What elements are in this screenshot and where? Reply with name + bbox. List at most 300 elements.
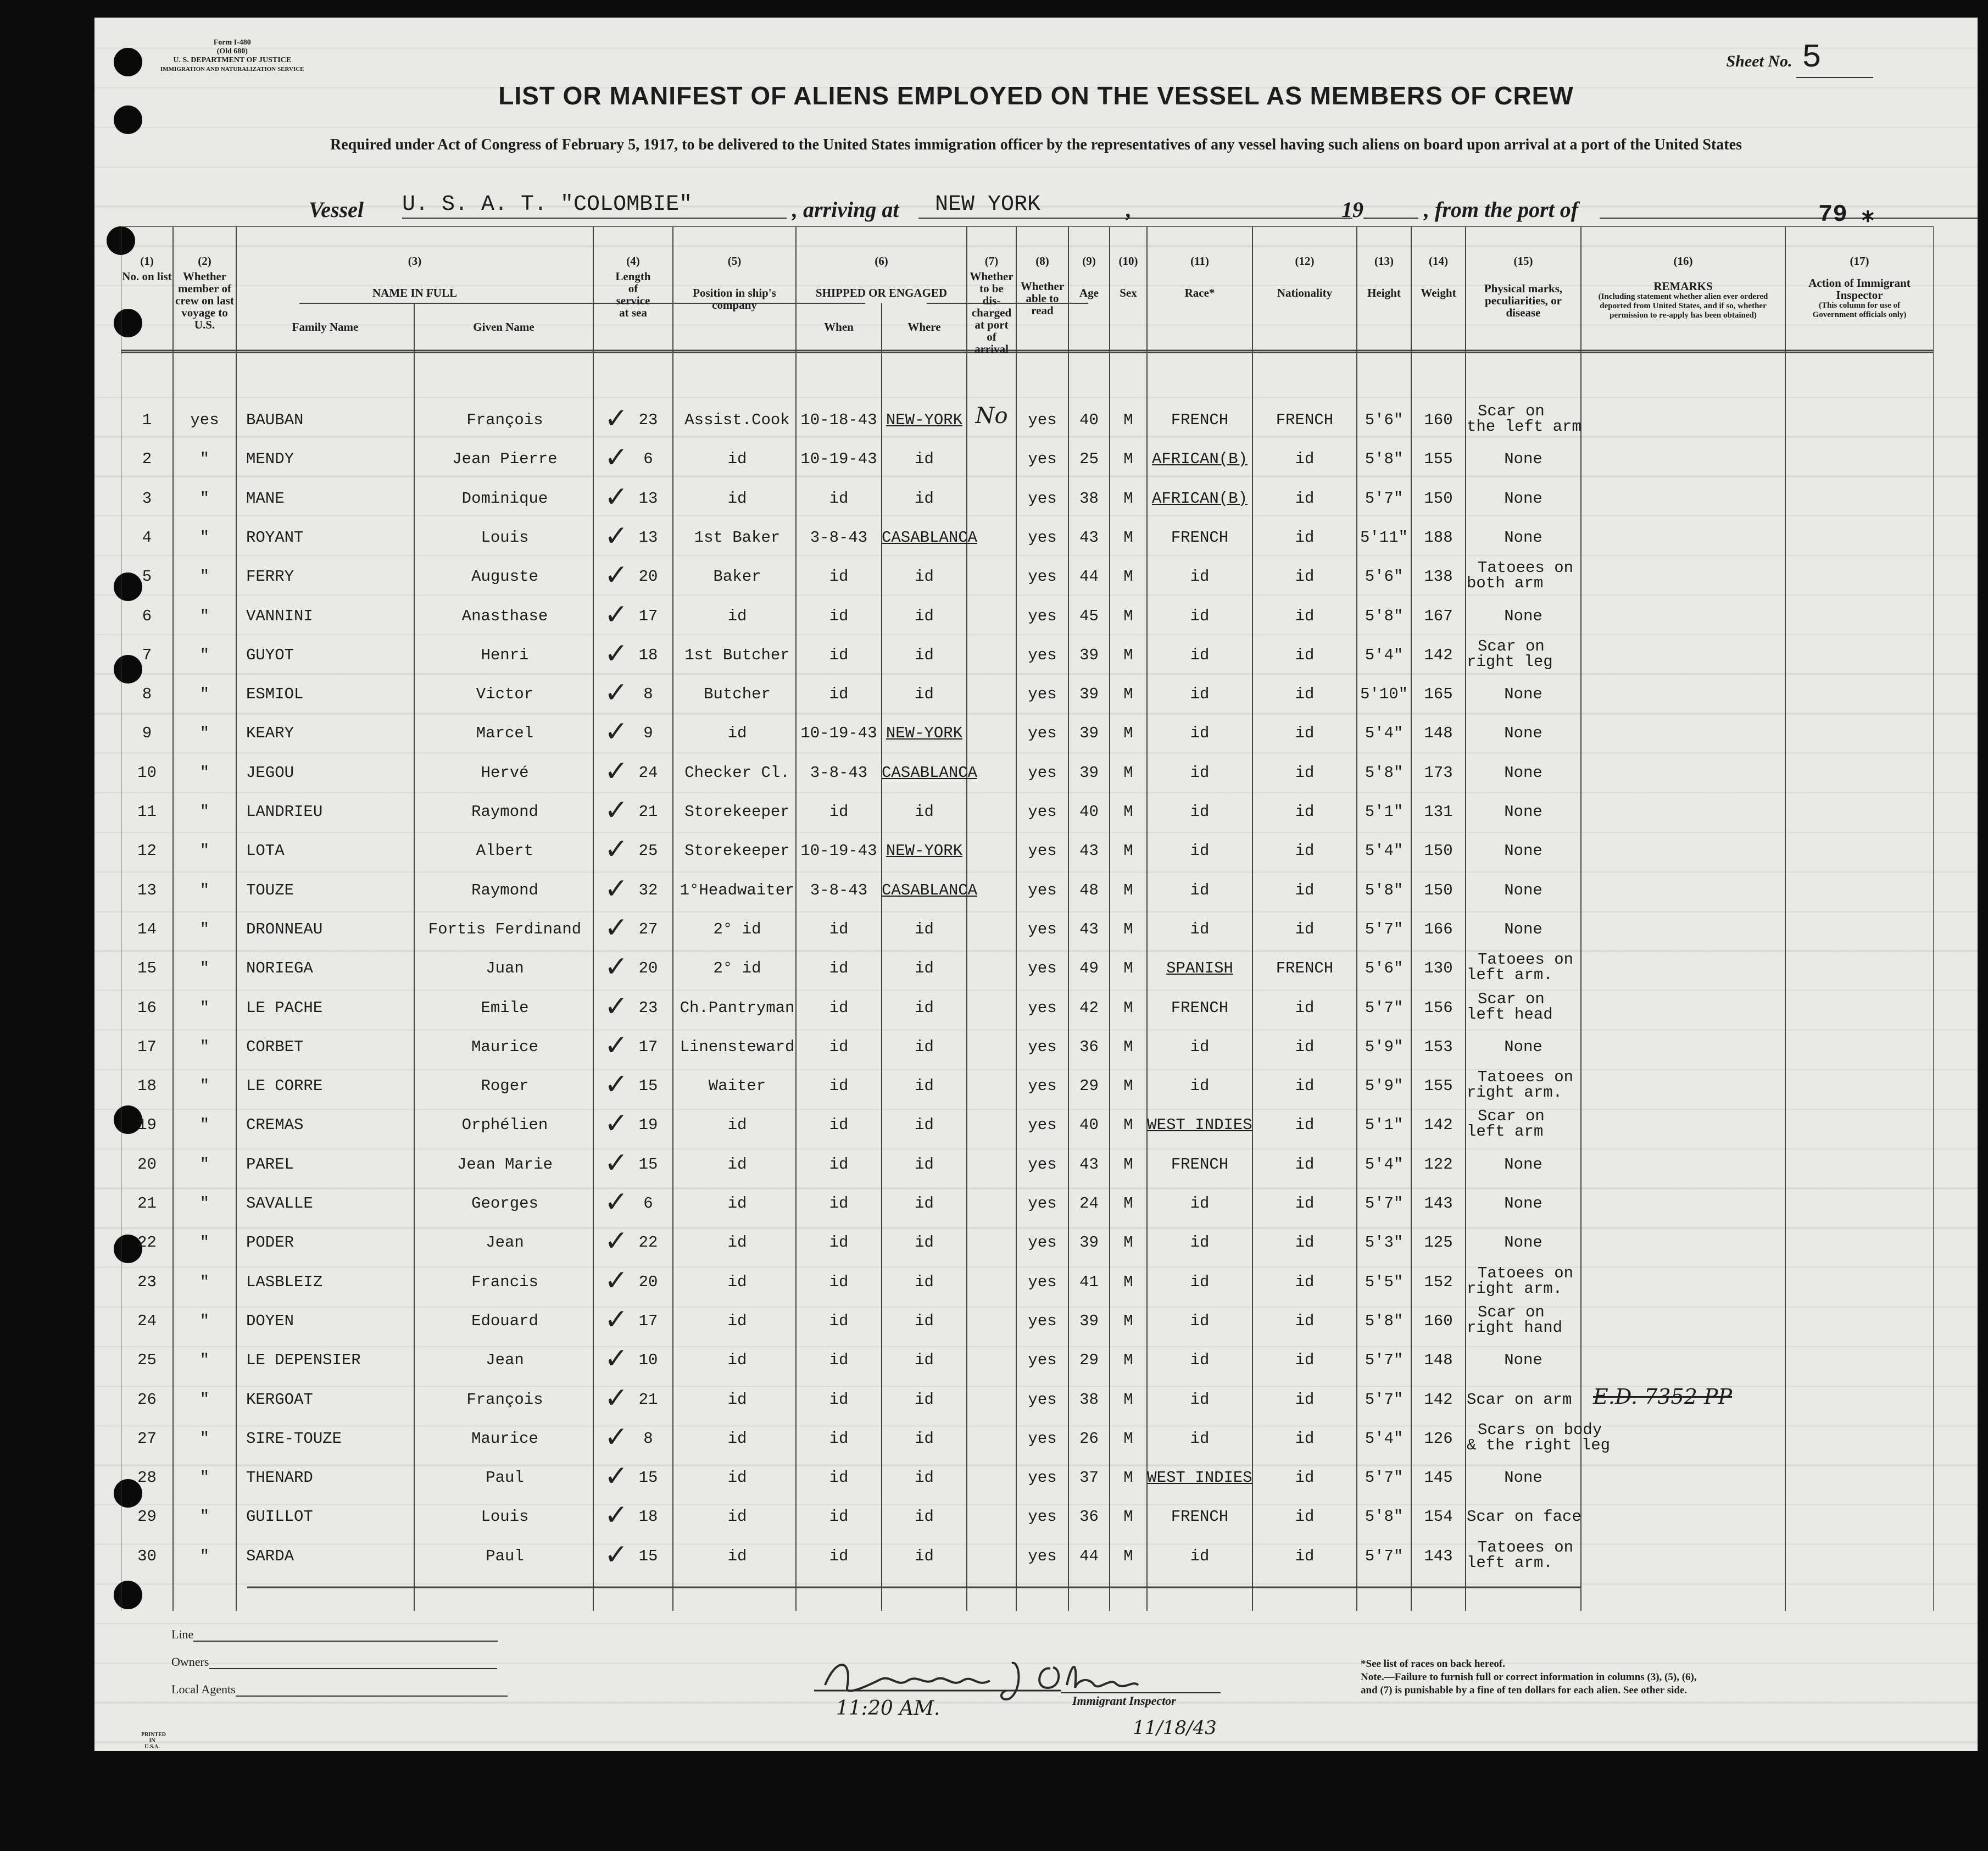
col-number: (14) [1429,254,1448,268]
sex-cell: M [1123,724,1133,743]
physical-marks-cell: the left arm [1467,418,1582,436]
service-length-cell: 20 [638,959,658,978]
able-to-read-cell: yes [1028,450,1057,469]
family-name-cell: PAREL [246,1155,294,1174]
able-to-read-cell: yes [1028,607,1057,625]
shipped-when-cell: id [829,1390,849,1409]
physical-marks-cell: None [1504,1194,1542,1213]
race-cell: id [1190,842,1210,860]
able-to-read-cell: yes [1028,1194,1057,1213]
manifest-sheet [94,18,1978,1751]
weight-cell: 165 [1424,685,1453,704]
height-cell: 5'4" [1365,1155,1404,1174]
check-mark-icon: ✓ [604,441,628,475]
shipped-where-cell: id [915,959,934,978]
family-name-cell: LASBLEIZ [246,1272,323,1291]
col-header-6 [796,255,967,299]
height-cell: 5'8" [1365,1508,1404,1526]
sex-cell: M [1123,450,1133,469]
service-length-cell: 17 [638,1037,658,1056]
col-label: Length of service at sea [615,270,651,319]
nationality-cell: id [1295,1547,1315,1565]
age-cell: 41 [1079,1272,1099,1291]
physical-marks-cell: both arm [1467,574,1544,593]
shipped-when-header: When [824,320,854,333]
col-number: (4) [626,254,640,268]
race-cell: WEST INDIES [1147,1469,1252,1487]
height-cell: 5'8" [1365,607,1404,625]
given-name-cell: Raymond [471,803,538,821]
col-header-12 [1252,255,1357,299]
sex-cell: M [1123,1351,1133,1370]
last-voyage-cell: " [199,568,210,586]
physical-marks-cell: left arm. [1467,966,1553,985]
row-number: 7 [142,646,152,664]
given-name-cell: Maurice [471,1037,538,1056]
local-agents-field [171,1682,508,1697]
physical-marks-cell: None [1504,842,1542,860]
shipped-when-cell: id [829,568,849,586]
given-name-cell: Orphélien [461,1116,548,1135]
col-header-2 [173,255,236,331]
row-number: 19 [137,1116,157,1135]
race-cell: AFRICAN(B) [1151,450,1248,469]
physical-marks-cell: None [1504,1233,1542,1252]
race-cell: id [1190,763,1210,782]
row-number: 29 [137,1508,157,1526]
service-length-cell: 15 [638,1077,658,1096]
race-cell: id [1190,1547,1210,1565]
shipped-when-cell: id [829,803,849,821]
height-cell: 5'5" [1365,1272,1404,1291]
position-cell: 1°Headwaiter [680,881,795,899]
shipped-when-cell: id [829,1469,849,1487]
form-number: Form I-480 [213,38,251,47]
physical-marks-cell: & the right leg [1467,1436,1611,1454]
shipped-when-cell: id [829,1508,849,1526]
check-mark-icon: ✓ [604,1303,628,1336]
last-voyage-cell: " [199,1037,210,1056]
shipped-where-cell: id [915,1077,934,1096]
row-number: 27 [137,1429,157,1448]
service-length-cell: 20 [638,1272,658,1291]
weight-cell: 142 [1424,646,1453,664]
last-voyage-cell: " [199,1390,210,1409]
check-mark-icon: ✓ [604,1225,628,1258]
able-to-read-cell: yes [1028,763,1057,782]
row-number: 24 [137,1311,157,1330]
punch-hole [114,48,142,76]
row-number: 14 [137,920,157,938]
col-label: Whether member of crew on last voyage to U.S. [175,270,234,331]
col-header-4 [593,255,673,319]
position-cell: id [727,450,747,469]
row-number: 17 [137,1037,157,1056]
height-cell: 5'4" [1365,842,1404,860]
service-length-cell: 15 [638,1469,658,1487]
col-header-1 [121,255,173,282]
able-to-read-cell: yes [1028,1390,1057,1409]
row-number: 5 [142,568,152,586]
race-cell: id [1190,607,1210,625]
position-cell: id [727,1194,747,1213]
service-length-cell: 13 [638,489,658,508]
family-name-cell: LE CORRE [246,1077,323,1096]
able-to-read-cell: yes [1028,685,1057,704]
check-mark-icon: ✓ [604,794,628,827]
able-to-read-cell: yes [1028,1272,1057,1291]
weight-cell: 148 [1424,724,1453,743]
row-number: 2 [142,450,152,469]
remarks-cell: E.D. 7352 PP [1593,1384,1733,1409]
service-length-cell: 25 [638,842,658,860]
physical-marks-cell: Scar on [1478,990,1545,1008]
service-length-cell: 18 [638,646,658,664]
physical-marks-cell: None [1504,763,1542,782]
col-label: Whether able to read [1020,280,1065,317]
given-name-cell: Jean [486,1351,524,1370]
family-name-cell: LANDRIEU [246,803,323,821]
nationality-cell: id [1295,1429,1315,1448]
physical-marks-cell: Tatoees on [1478,559,1574,577]
nationality-cell: id [1295,803,1315,821]
family-name-cell: GUILLOT [246,1508,313,1526]
shipped-where-cell: id [915,1155,934,1174]
shipped-when-cell: id [829,1351,849,1370]
last-voyage-cell: " [199,1116,210,1135]
age-cell: 48 [1079,881,1099,899]
col-header-3 [236,255,593,299]
physical-marks-cell: right hand [1467,1318,1563,1337]
given-name-cell: Dominique [461,489,548,508]
shipped-where-cell: id [915,646,934,664]
physical-marks-cell: None [1504,920,1542,938]
sex-cell: M [1123,920,1133,938]
physical-marks-cell: None [1504,528,1542,547]
family-name-cell: LE DEPENSIER [246,1351,361,1370]
last-voyage-cell: " [199,450,210,469]
weight-cell: 166 [1424,920,1453,938]
weight-cell: 130 [1424,959,1453,978]
race-cell: WEST INDIES [1147,1116,1252,1135]
physical-marks-cell: Scar on [1478,637,1545,655]
family-name-cell: LE PACHE [246,998,323,1017]
service-length-cell: 13 [638,528,658,547]
nationality-cell: id [1295,528,1315,547]
family-name-cell: LOTA [246,842,285,860]
physical-marks-cell: Tatoees on [1478,1264,1574,1282]
weight-cell: 143 [1424,1547,1453,1565]
sheet-number-label: Sheet No. [1726,52,1792,70]
family-name-cell: BAUBAN [246,411,304,429]
check-mark-icon: ✓ [604,559,628,592]
given-name-cell: Maurice [471,1429,538,1448]
sex-cell: M [1123,489,1133,508]
row-number: 10 [137,763,157,782]
last-voyage-cell: " [199,1469,210,1487]
position-cell: 1st Butcher [684,646,790,664]
given-name-cell: François [466,411,543,429]
race-cell: id [1190,1390,1210,1409]
weight-cell: 153 [1424,1037,1453,1056]
check-mark-icon: ✓ [604,1146,628,1180]
position-cell: Waiter [708,1077,766,1096]
able-to-read-cell: yes [1028,803,1057,821]
weight-cell: 160 [1424,1311,1453,1330]
height-cell: 5'9" [1365,1077,1404,1096]
physical-marks-cell: None [1504,607,1542,625]
race-cell: FRENCH [1171,998,1229,1017]
shipped-when-cell: id [829,607,849,625]
physical-marks-cell: Scar on [1478,1303,1545,1321]
weight-cell: 155 [1424,450,1453,469]
nationality-cell: id [1295,1390,1315,1409]
shipped-where-cell: id [915,1351,934,1370]
age-cell: 39 [1079,1233,1099,1252]
last-voyage-cell: " [199,959,210,978]
able-to-read-cell: yes [1028,881,1057,899]
service-length-cell: 21 [638,803,658,821]
col-number: (6) [875,254,888,268]
shipped-when-cell: id [829,1037,849,1056]
family-name-cell: SAVALLE [246,1194,313,1213]
col-number: (5) [727,254,742,268]
physical-marks-cell: Tatoees on [1478,1068,1574,1087]
sex-cell: M [1123,1508,1133,1526]
able-to-read-cell: yes [1028,411,1057,429]
able-to-read-cell: yes [1028,528,1057,547]
nationality-cell: id [1295,607,1315,625]
col-number: (7) [984,254,999,268]
physical-marks-cell: Scar on arm [1467,1390,1572,1409]
age-cell: 40 [1079,411,1099,429]
family-name-cell: SARDA [246,1547,294,1565]
nationality-cell: id [1295,1037,1315,1056]
col-label: Whether to be dis-charged at port of arrival [970,270,1014,355]
last-voyage-cell: " [199,998,210,1017]
sex-cell: M [1123,1547,1133,1565]
race-cell: id [1190,646,1210,664]
row-number: 8 [142,685,152,704]
row-number: 25 [137,1351,157,1370]
sex-cell: M [1123,763,1133,782]
service-length-cell: 6 [643,450,653,469]
family-name-cell: DRONNEAU [246,920,323,938]
given-name-cell: François [466,1390,543,1409]
sex-cell: M [1123,646,1133,664]
col-note: (Including statement whether alien ever ordered deported from United States, and if so, whether permission to re-apply has been obtained) [1598,292,1768,320]
height-cell: 5'4" [1365,724,1404,743]
physical-marks-cell: left arm. [1467,1553,1553,1572]
nationality-cell: id [1295,1077,1315,1096]
owners-label: Owners [171,1655,209,1669]
age-cell: 45 [1079,607,1099,625]
row-number: 18 [137,1077,157,1096]
family-name-cell: VANNINI [246,607,313,625]
shipped-where-cell: id [915,489,934,508]
race-cell: id [1190,920,1210,938]
height-cell: 5'10" [1360,685,1408,704]
shipped-where-cell: id [915,1429,934,1448]
shipped-where-cell: NEW-YORK [886,842,963,860]
age-cell: 39 [1079,685,1099,704]
physical-marks-cell: None [1504,489,1542,508]
last-voyage-cell: " [199,607,210,625]
physical-marks-cell: left arm [1467,1122,1544,1141]
col-label: Height [1367,286,1401,299]
shipped-where-cell: CASABLANCA [882,881,978,899]
weight-cell: 150 [1424,842,1453,860]
sex-cell: M [1123,568,1133,586]
shipped-where-cell: id [915,450,934,469]
comma-separator: , [1126,197,1132,222]
row-number: 9 [142,724,152,743]
height-cell: 5'7" [1365,1547,1404,1565]
last-voyage-cell: " [199,1547,210,1565]
shipped-when-cell: 3-8-43 [810,881,868,899]
col-header-7 [967,255,1016,355]
vessel-label: Vessel [309,197,364,222]
position-cell: id [727,1155,747,1174]
race-cell: FRENCH [1171,1508,1229,1526]
weight-cell: 152 [1424,1272,1453,1291]
weight-cell: 145 [1424,1469,1453,1487]
race-cell: id [1190,1272,1210,1291]
col-number: (15) [1513,254,1533,268]
col-header-10 [1110,255,1147,299]
service-length-cell: 9 [643,724,653,743]
service-length-cell: 24 [638,763,658,782]
sex-cell: M [1123,1429,1133,1448]
position-cell: id [727,1469,747,1487]
nationality-cell: id [1295,1469,1315,1487]
check-mark-icon: ✓ [604,911,628,944]
position-cell: Baker [713,568,761,586]
weight-cell: 156 [1424,998,1453,1017]
check-mark-icon: ✓ [604,1107,628,1141]
race-cell: FRENCH [1171,528,1229,547]
nationality-cell: id [1295,646,1315,664]
able-to-read-cell: yes [1028,1351,1057,1370]
family-name-cell: THENARD [246,1469,313,1487]
race-cell: SPANISH [1166,959,1233,978]
col-header-11 [1147,255,1252,299]
able-to-read-cell: yes [1028,1155,1057,1174]
last-voyage-cell: yes [190,411,219,429]
check-mark-icon: ✓ [604,1538,628,1571]
nationality-cell: id [1295,1351,1315,1370]
row-number: 28 [137,1469,157,1487]
shipped-where-cell: id [915,920,934,938]
last-voyage-cell: " [199,489,210,508]
position-cell: Checker Cl. [684,763,790,782]
family-name-cell: DOYEN [246,1311,294,1330]
row-number: 4 [142,528,152,547]
given-name-cell: Hervé [481,763,529,782]
col-header-13 [1357,255,1411,299]
height-cell: 5'11" [1360,528,1408,547]
race-cell: FRENCH [1171,1155,1229,1174]
service-name: IMMIGRATION AND NATURALIZATION SERVICE [160,66,304,73]
last-voyage-cell: " [199,528,210,547]
nationality-cell: id [1295,920,1315,938]
owners-field [171,1655,497,1669]
last-voyage-cell: " [199,646,210,664]
line-label: Line [171,1627,194,1641]
age-cell: 25 [1079,450,1099,469]
col-header-9 [1068,255,1110,299]
weight-cell: 142 [1424,1116,1453,1135]
sex-cell: M [1123,1116,1133,1135]
check-mark-icon: ✓ [604,1460,628,1493]
service-length-cell: 27 [638,920,658,938]
physical-marks-cell: right arm. [1467,1279,1563,1298]
service-length-cell: 8 [643,685,653,704]
given-name-cell: Edouard [471,1311,538,1330]
height-cell: 5'7" [1365,1390,1404,1409]
check-mark-icon: ✓ [604,402,628,435]
able-to-read-cell: yes [1028,489,1057,508]
service-length-cell: 32 [638,881,658,899]
shipped-where-cell: id [915,1311,934,1330]
weight-cell: 143 [1424,1194,1453,1213]
weight-cell: 173 [1424,763,1453,782]
last-voyage-cell: " [199,1311,210,1330]
height-cell: 5'8" [1365,763,1404,782]
race-cell: id [1190,1311,1210,1330]
position-cell: id [727,1508,747,1526]
given-name-cell: Paul [486,1469,524,1487]
shipped-where-cell: id [915,1469,934,1487]
race-cell: id [1190,1077,1210,1096]
weight-cell: 188 [1424,528,1453,547]
col-label: Race* [1184,286,1215,299]
race-cell: AFRICAN(B) [1151,489,1248,508]
sex-cell: M [1123,607,1133,625]
weight-cell: 150 [1424,881,1453,899]
nationality-cell: id [1295,881,1315,899]
race-cell: id [1190,1233,1210,1252]
given-name-header: Given Name [473,320,534,333]
sex-cell: M [1123,998,1133,1017]
height-cell: 5'4" [1365,1429,1404,1448]
from-port-blank [1600,192,1978,219]
shipped-when-cell: id [829,959,849,978]
col-header-5 [673,255,796,311]
family-name-cell: TOUZE [246,881,294,899]
family-name-cell: KEARY [246,724,294,743]
service-length-cell: 19 [638,1116,658,1135]
service-length-cell: 21 [638,1390,658,1409]
family-name-cell: NORIEGA [246,959,313,978]
physical-marks-cell: Tatoees on [1478,1538,1574,1557]
race-cell: id [1190,1194,1210,1213]
given-name-cell: Jean Pierre [452,450,558,469]
footnotes [1361,1658,1701,1697]
sex-cell: M [1123,1155,1133,1174]
col-label: Weight [1421,286,1456,299]
col-header-15 [1466,255,1581,319]
sex-cell: M [1123,1272,1133,1291]
service-length-cell: 6 [643,1194,653,1213]
sex-cell: M [1123,1037,1133,1056]
printed-mark: PRINTED IN U.S.A. [141,1732,166,1750]
physical-marks-cell: None [1504,1469,1542,1487]
position-cell: Ch.Pantryman [680,998,795,1017]
able-to-read-cell: yes [1028,1429,1057,1448]
able-to-read-cell: yes [1028,998,1057,1017]
position-cell: 2° id [713,920,761,938]
